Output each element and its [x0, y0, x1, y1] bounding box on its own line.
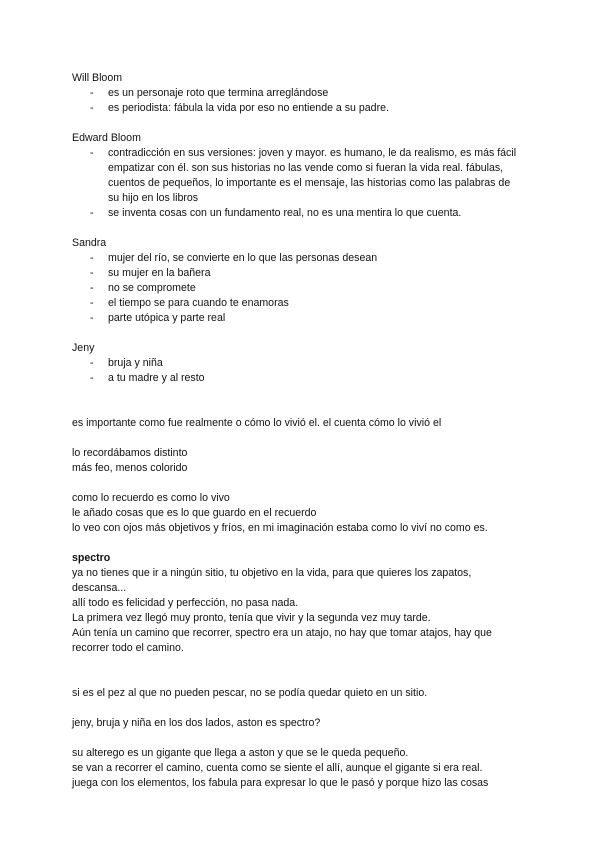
- bullet-list: [72, 146, 522, 221]
- bullet-list: [72, 251, 522, 326]
- list-item: - contradicción en sus versiones: joven y mayor. es humano, le da realismo, es más fácil empatizar con él. son sus historias no las vende como si fueran la vida real. fábulas, cuentos de pequeños, lo importante es el mensaje, las historias como las palabras de su hijo en los libros: [72, 146, 522, 206]
- bullet-list: [72, 356, 522, 386]
- note-line: su alterego es un gigante que llega a aston y que se le queda pequeño.: [72, 747, 409, 759]
- list-item: - no se compromete: [72, 281, 522, 296]
- section-jeny: [72, 341, 522, 386]
- note-paragraph: jeny, bruja y niña en los dos lados, aston es spectro?: [72, 717, 321, 729]
- list-item: - su mujer en la bañera: [72, 266, 522, 281]
- note-line: ya no tienes que ir a ningún sitio, tu objetivo en la vida, para que quieres los zapatos, descansa...: [72, 567, 472, 594]
- note-line: Aún tenía un camino que recorrer, spectro era un atajo, no hay que tomar atajos, hay que recorrer todo el camino.: [72, 627, 492, 654]
- spectro-heading: spectro: [72, 552, 111, 564]
- document-content: [72, 71, 522, 791]
- section-sandra: [72, 236, 522, 326]
- section-spectro: [72, 551, 522, 656]
- note-line: se van a recorrer el camino, cuenta como se siente el allí, aunque el gigante si era real.: [72, 762, 483, 774]
- note-line: más feo, menos colorido: [72, 462, 188, 474]
- list-item: - se inventa cosas con un fundamento real, no es una mentira lo que cuenta.: [72, 206, 522, 221]
- list-item: - a tu madre y al resto: [72, 371, 522, 386]
- note-paragraph: es importante como fue realmente o cómo lo vivió el. el cuenta cómo lo vivió el: [72, 417, 442, 429]
- list-item: - bruja y niña: [72, 356, 522, 371]
- list-item: - es un personaje roto que termina arreglándose: [72, 86, 522, 101]
- section-will-bloom: [72, 71, 522, 116]
- note-line: le añado cosas que es lo que guardo en el recuerdo: [72, 507, 317, 519]
- section-edward-bloom: [72, 131, 522, 221]
- list-item: - es periodista: fábula la vida por eso no entiende a su padre.: [72, 101, 522, 116]
- note-paragraph: si es el pez al que no pueden pescar, no se podía quedar quieto en un sitio.: [72, 687, 428, 699]
- list-item: - mujer del río, se convierte en lo que las personas desean: [72, 251, 522, 266]
- bullet-list: [72, 86, 522, 116]
- note-line: como lo recuerdo es como lo vivo: [72, 492, 230, 504]
- note-line: lo recordábamos distinto: [72, 447, 188, 459]
- note-line: juega con los elementos, los fabula para expresar lo que le pasó y porque hizo las cosas: [72, 777, 489, 789]
- section-heading: Jeny: [72, 342, 95, 354]
- section-heading: Will Bloom: [72, 72, 123, 84]
- section-heading: Edward Bloom: [72, 132, 141, 144]
- note-line: La primera vez llegó muy pronto, tenía que vivir y la segunda vez muy tarde.: [72, 612, 431, 624]
- section-heading: Sandra: [72, 237, 107, 249]
- list-item: - el tiempo se para cuando te enamoras: [72, 296, 522, 311]
- list-item: - parte utópica y parte real: [72, 311, 522, 326]
- note-line: allí todo es felicidad y perfección, no pasa nada.: [72, 597, 299, 609]
- note-line: lo veo con ojos más objetivos y fríos, en mi imaginación estaba como lo viví no como es.: [72, 522, 488, 534]
